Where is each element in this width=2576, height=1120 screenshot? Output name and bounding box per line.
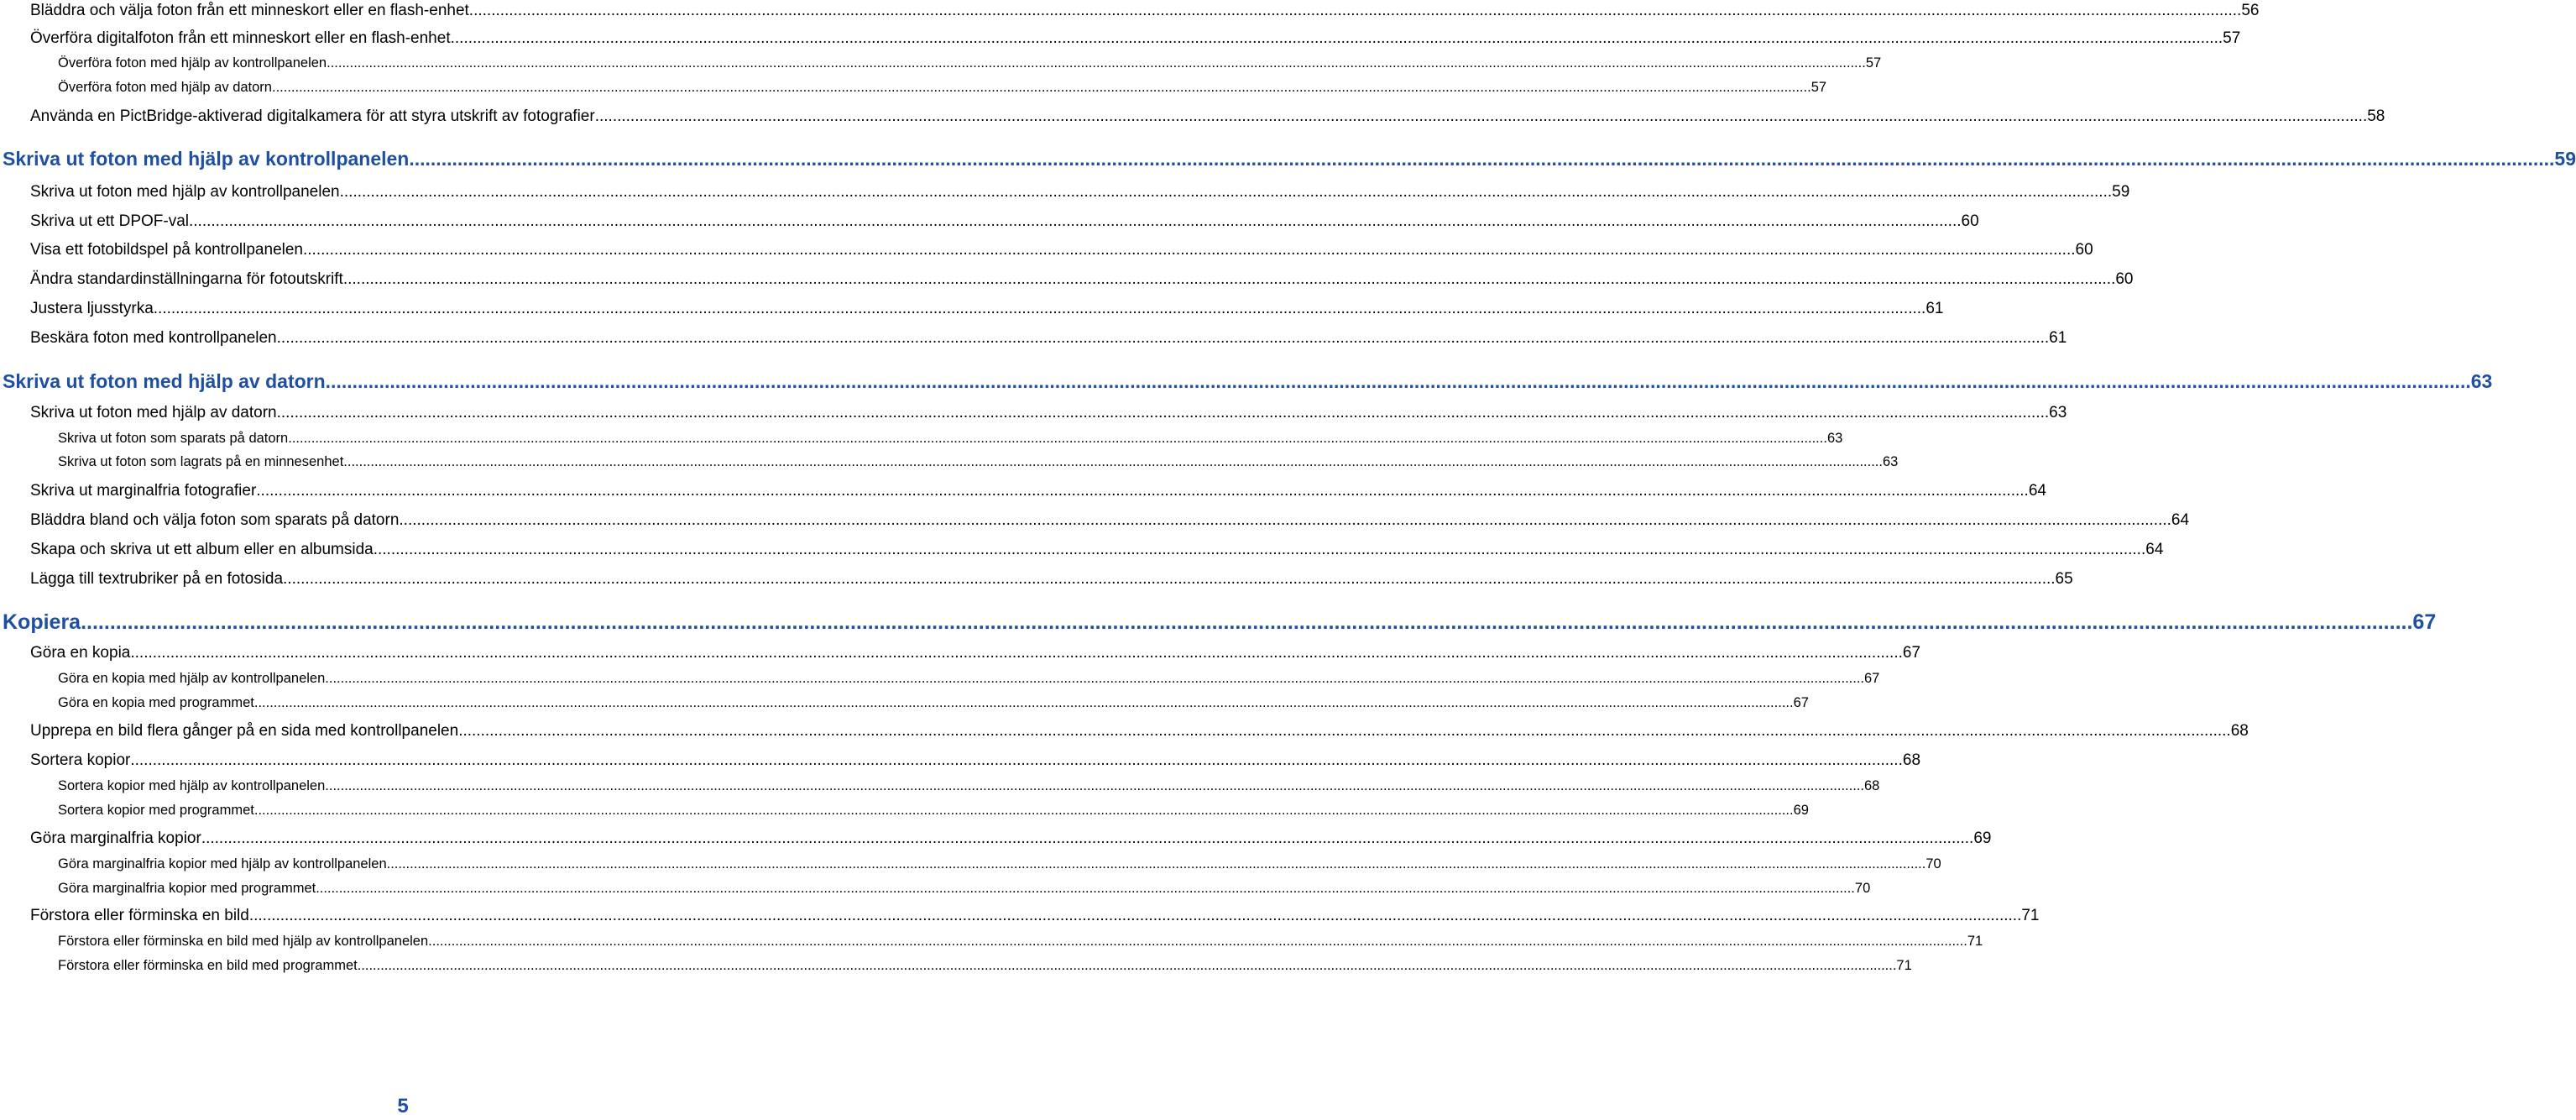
toc-entry-title: Överföra foton med hjälp av kontrollpanelen <box>58 55 327 71</box>
toc-entry-page: 57 <box>2223 29 2241 47</box>
toc-entry-page: 69 <box>1973 830 1992 847</box>
toc-entry[interactable] <box>58 78 1827 97</box>
toc-entry[interactable] <box>58 956 1912 975</box>
dot-leader: ................................................................................................................................................................................................................................................................................................................................................................................................................ <box>276 404 2050 421</box>
toc-entry-title: Göra en kopia <box>30 644 131 662</box>
toc-entry[interactable] <box>30 269 2134 290</box>
toc-entry-page: 67 <box>1793 695 1809 710</box>
toc-entry[interactable] <box>30 568 2073 590</box>
dot-leader: ................................................................................................................................................................................................................................................................................................................................................................................................................ <box>342 270 2116 288</box>
toc-entry-title: Överföra digitalfoton från ett minneskort eller en flash-enhet <box>30 29 451 47</box>
dot-leader: ................................................................................................................................................................................................................................................................................................................................................................................................................ <box>325 778 1864 793</box>
dot-leader: ................................................................................................................................................................................................................................................................................................................................................................................................................ <box>357 958 1897 973</box>
toc-entry-page: 67 <box>2412 610 2437 634</box>
dot-leader: ................................................................................................................................................................................................................................................................................................................................................................................................................ <box>81 610 2413 634</box>
toc-entry-title: Göra marginalfria kopior <box>30 830 201 847</box>
toc-entry-page: 64 <box>2145 541 2164 558</box>
toc-entry-page: 69 <box>1793 803 1809 818</box>
toc-entry-page: 68 <box>1863 778 1880 793</box>
toc-entry-title: Skriva ut foton med hjälp av datorn <box>30 404 277 421</box>
toc-entry-page: 71 <box>1967 934 1983 949</box>
dot-leader: ................................................................................................................................................................................................................................................................................................................................................................................................................ <box>256 482 2029 500</box>
toc-entry[interactable] <box>30 750 1921 772</box>
toc-entry-title: Göra en kopia med programmet <box>58 695 254 710</box>
dot-leader: ................................................................................................................................................................................................................................................................................................................................................................................................................ <box>343 454 1883 469</box>
toc-entry-title: Lägga till textrubriker på en fotosida <box>30 570 284 588</box>
toc-entry[interactable] <box>30 510 2190 531</box>
toc-entry-page: 60 <box>2115 270 2134 288</box>
toc-entry[interactable] <box>30 239 2093 261</box>
toc-entry-title: Kopiera <box>3 610 81 634</box>
toc-entry-title: Bläddra bland och välja foton som sparats på datorn <box>30 511 400 529</box>
toc-entry[interactable] <box>58 693 1809 712</box>
toc-entry-title: Göra en kopia med hjälp av kontrollpanelen <box>58 671 326 686</box>
toc-entry-title: Förstora eller förminska en bild med hjälp av kontrollpanelen <box>58 934 429 949</box>
toc-entry[interactable] <box>58 932 1983 950</box>
toc-entry-title: Göra marginalfria kopior med programmet <box>58 881 316 896</box>
toc-entry[interactable] <box>58 54 1882 72</box>
toc-entry-page: 56 <box>2241 2 2260 19</box>
page-number: 5 <box>397 1095 409 1117</box>
dot-leader: ................................................................................................................................................................................................................................................................................................................................................................................................................ <box>325 370 2471 392</box>
toc-entry[interactable] <box>30 0 2260 22</box>
toc-entry-title: Sortera kopior med programmet <box>58 803 254 818</box>
toc-entry[interactable] <box>30 402 2067 424</box>
toc-entry-title: Skriva ut foton med hjälp av datorn <box>3 370 326 392</box>
toc-entry-title: Göra marginalfria kopior med hjälp av kontrollpanelen <box>58 856 387 871</box>
toc-entry[interactable] <box>58 429 1843 447</box>
toc-entry-title: Sortera kopior <box>30 751 131 769</box>
toc-entry[interactable] <box>30 327 2067 349</box>
toc-entry-page: 63 <box>1826 431 1843 446</box>
dot-leader: ................................................................................................................................................................................................................................................................................................................................................................................................................ <box>130 644 1903 662</box>
toc-entry-page: 59 <box>2554 148 2576 170</box>
toc-entry-title: Skriva ut foton med hjälp av kontrollpanelen <box>3 148 410 170</box>
dot-leader: ................................................................................................................................................................................................................................................................................................................................................................................................................ <box>303 241 2076 259</box>
dot-leader: ................................................................................................................................................................................................................................................................................................................................................................................................................ <box>248 907 2022 924</box>
toc-entry-page: 68 <box>2230 722 2249 740</box>
toc-entry-page: 67 <box>1864 671 1880 686</box>
dot-leader: ................................................................................................................................................................................................................................................................................................................................................................................................................ <box>325 671 1864 686</box>
toc-entry[interactable] <box>30 28 2241 50</box>
toc-entry-page: 63 <box>1882 454 1899 469</box>
toc-entry-page: 64 <box>2028 482 2046 500</box>
toc-entry[interactable] <box>58 669 1880 688</box>
toc-entry-title: Förstora eller förminska en bild med programmet <box>58 958 358 973</box>
toc-entry-title: Skriva ut marginalfria fotografier <box>30 482 257 500</box>
toc-entry[interactable] <box>30 298 1944 320</box>
toc-entry[interactable] <box>30 106 2385 128</box>
toc-entry[interactable] <box>30 211 1979 233</box>
dot-leader: ................................................................................................................................................................................................................................................................................................................................................................................................................ <box>327 55 1866 71</box>
dot-leader: ................................................................................................................................................................................................................................................................................................................................................................................................................ <box>409 148 2555 170</box>
dot-leader: ................................................................................................................................................................................................................................................................................................................................................................................................................ <box>316 881 1855 896</box>
toc-entry-page: 63 <box>2049 404 2067 421</box>
toc-heading[interactable] <box>3 369 2493 394</box>
toc-entry-page: 71 <box>2021 907 2040 924</box>
toc-entry-page: 70 <box>1854 881 1871 896</box>
dot-leader: ................................................................................................................................................................................................................................................................................................................................................................................................................ <box>253 803 1794 818</box>
toc-entry-title: Förstora eller förminska en bild <box>30 907 249 924</box>
toc-entry-page: 71 <box>1896 958 1912 973</box>
toc-entry[interactable] <box>58 855 1941 873</box>
toc-entry-page: 61 <box>2049 329 2067 347</box>
dot-leader: ................................................................................................................................................................................................................................................................................................................................................................................................................ <box>276 329 2050 347</box>
toc-entry-title: Upprepa en bild flera gånger på en sida med kontrollpanelen <box>30 722 459 740</box>
dot-leader: ................................................................................................................................................................................................................................................................................................................................................................................................................ <box>386 856 1926 871</box>
toc-entry-title: Sortera kopior med hjälp av kontrollpanelen <box>58 778 326 793</box>
dot-leader: ................................................................................................................................................................................................................................................................................................................................................................................................................ <box>373 541 2146 558</box>
toc-entry[interactable] <box>58 801 1809 819</box>
toc-entry-title: Ändra standardinställningarna för fotoutskrift <box>30 270 343 288</box>
dot-leader: ................................................................................................................................................................................................................................................................................................................................................................................................................ <box>130 751 1903 769</box>
toc-entry-page: 59 <box>2112 183 2130 201</box>
dot-leader: ................................................................................................................................................................................................................................................................................................................................................................................................................ <box>189 212 1962 230</box>
toc-entry[interactable] <box>58 777 1880 795</box>
toc-entry-page: 63 <box>2470 370 2493 392</box>
toc-entry-title: Skriva ut foton som lagrats på en minnesenhet <box>58 454 344 469</box>
toc-entry-title: Skapa och skriva ut ett album eller en albumsida <box>30 541 374 558</box>
toc-entry-page: 60 <box>1961 212 1979 230</box>
toc-entry[interactable] <box>30 905 2040 927</box>
dot-leader: ................................................................................................................................................................................................................................................................................................................................................................................................................ <box>153 300 1926 317</box>
dot-leader: ................................................................................................................................................................................................................................................................................................................................................................................................................ <box>253 695 1794 710</box>
toc-entry[interactable] <box>58 879 1871 898</box>
toc-entry[interactable] <box>30 720 2249 742</box>
toc-entry-title: Justera ljusstyrka <box>30 300 154 317</box>
toc-entry-title: Överföra foton med hjälp av datorn <box>58 80 272 95</box>
toc-entry-page: 57 <box>1811 80 1827 95</box>
toc-entry-page: 64 <box>2171 511 2190 529</box>
toc-entry-title: Beskära foton med kontrollpanelen <box>30 329 277 347</box>
dot-leader: ................................................................................................................................................................................................................................................................................................................................................................................................................ <box>288 431 1827 446</box>
toc-entry-page: 67 <box>1902 644 1921 662</box>
toc-entry[interactable] <box>30 480 2046 502</box>
dot-leader: ................................................................................................................................................................................................................................................................................................................................................................................................................ <box>271 80 1811 95</box>
toc-entry[interactable] <box>30 828 1992 850</box>
dot-leader: ................................................................................................................................................................................................................................................................................................................................................................................................................ <box>339 183 2113 201</box>
toc-entry-title: Skriva ut foton med hjälp av kontrollpanelen <box>30 183 340 201</box>
dot-leader: ................................................................................................................................................................................................................................................................................................................................................................................................................ <box>428 934 1967 949</box>
toc-entry-page: 65 <box>2055 570 2073 588</box>
toc-entry-title: Skriva ut ett DPOF-val <box>30 212 189 230</box>
toc-entry-title: Skriva ut foton som sparats på datorn <box>58 431 289 446</box>
toc-entry-page: 58 <box>2367 107 2385 125</box>
dot-leader: ................................................................................................................................................................................................................................................................................................................................................................................................................ <box>201 830 1974 847</box>
toc-entry-page: 57 <box>1865 55 1882 71</box>
toc-entry[interactable] <box>58 453 1899 471</box>
toc-entry-title: Visa ett fotobildspel på kontrollpanelen <box>30 241 303 259</box>
dot-leader: ................................................................................................................................................................................................................................................................................................................................................................................................................ <box>399 511 2171 529</box>
dot-leader: ................................................................................................................................................................................................................................................................................................................................................................................................................ <box>283 570 2056 588</box>
toc-heading[interactable] <box>3 608 2437 636</box>
dot-leader: ................................................................................................................................................................................................................................................................................................................................................................................................................ <box>458 722 2231 740</box>
toc-entry-page: 61 <box>1925 300 1944 317</box>
dot-leader: ................................................................................................................................................................................................................................................................................................................................................................................................................ <box>468 2 2242 19</box>
toc-entry-page: 70 <box>1925 856 1941 871</box>
toc-entry[interactable] <box>30 642 1921 664</box>
dot-leader: ................................................................................................................................................................................................................................................................................................................................................................................................................ <box>450 29 2223 47</box>
toc-entry-page: 60 <box>2075 241 2093 259</box>
toc-entry[interactable] <box>30 539 2164 561</box>
dot-leader: ................................................................................................................................................................................................................................................................................................................................................................................................................ <box>594 107 2368 125</box>
toc-entry-title: Använda en PictBridge-aktiverad digitalkamera för att styra utskrift av fotografier <box>30 107 595 125</box>
toc-heading[interactable] <box>3 146 2576 171</box>
toc-entry-title: Bläddra och välja foton från ett minneskort eller en flash-enhet <box>30 2 469 19</box>
toc-entry[interactable] <box>30 181 2130 203</box>
toc-entry-page: 68 <box>1902 751 1921 769</box>
